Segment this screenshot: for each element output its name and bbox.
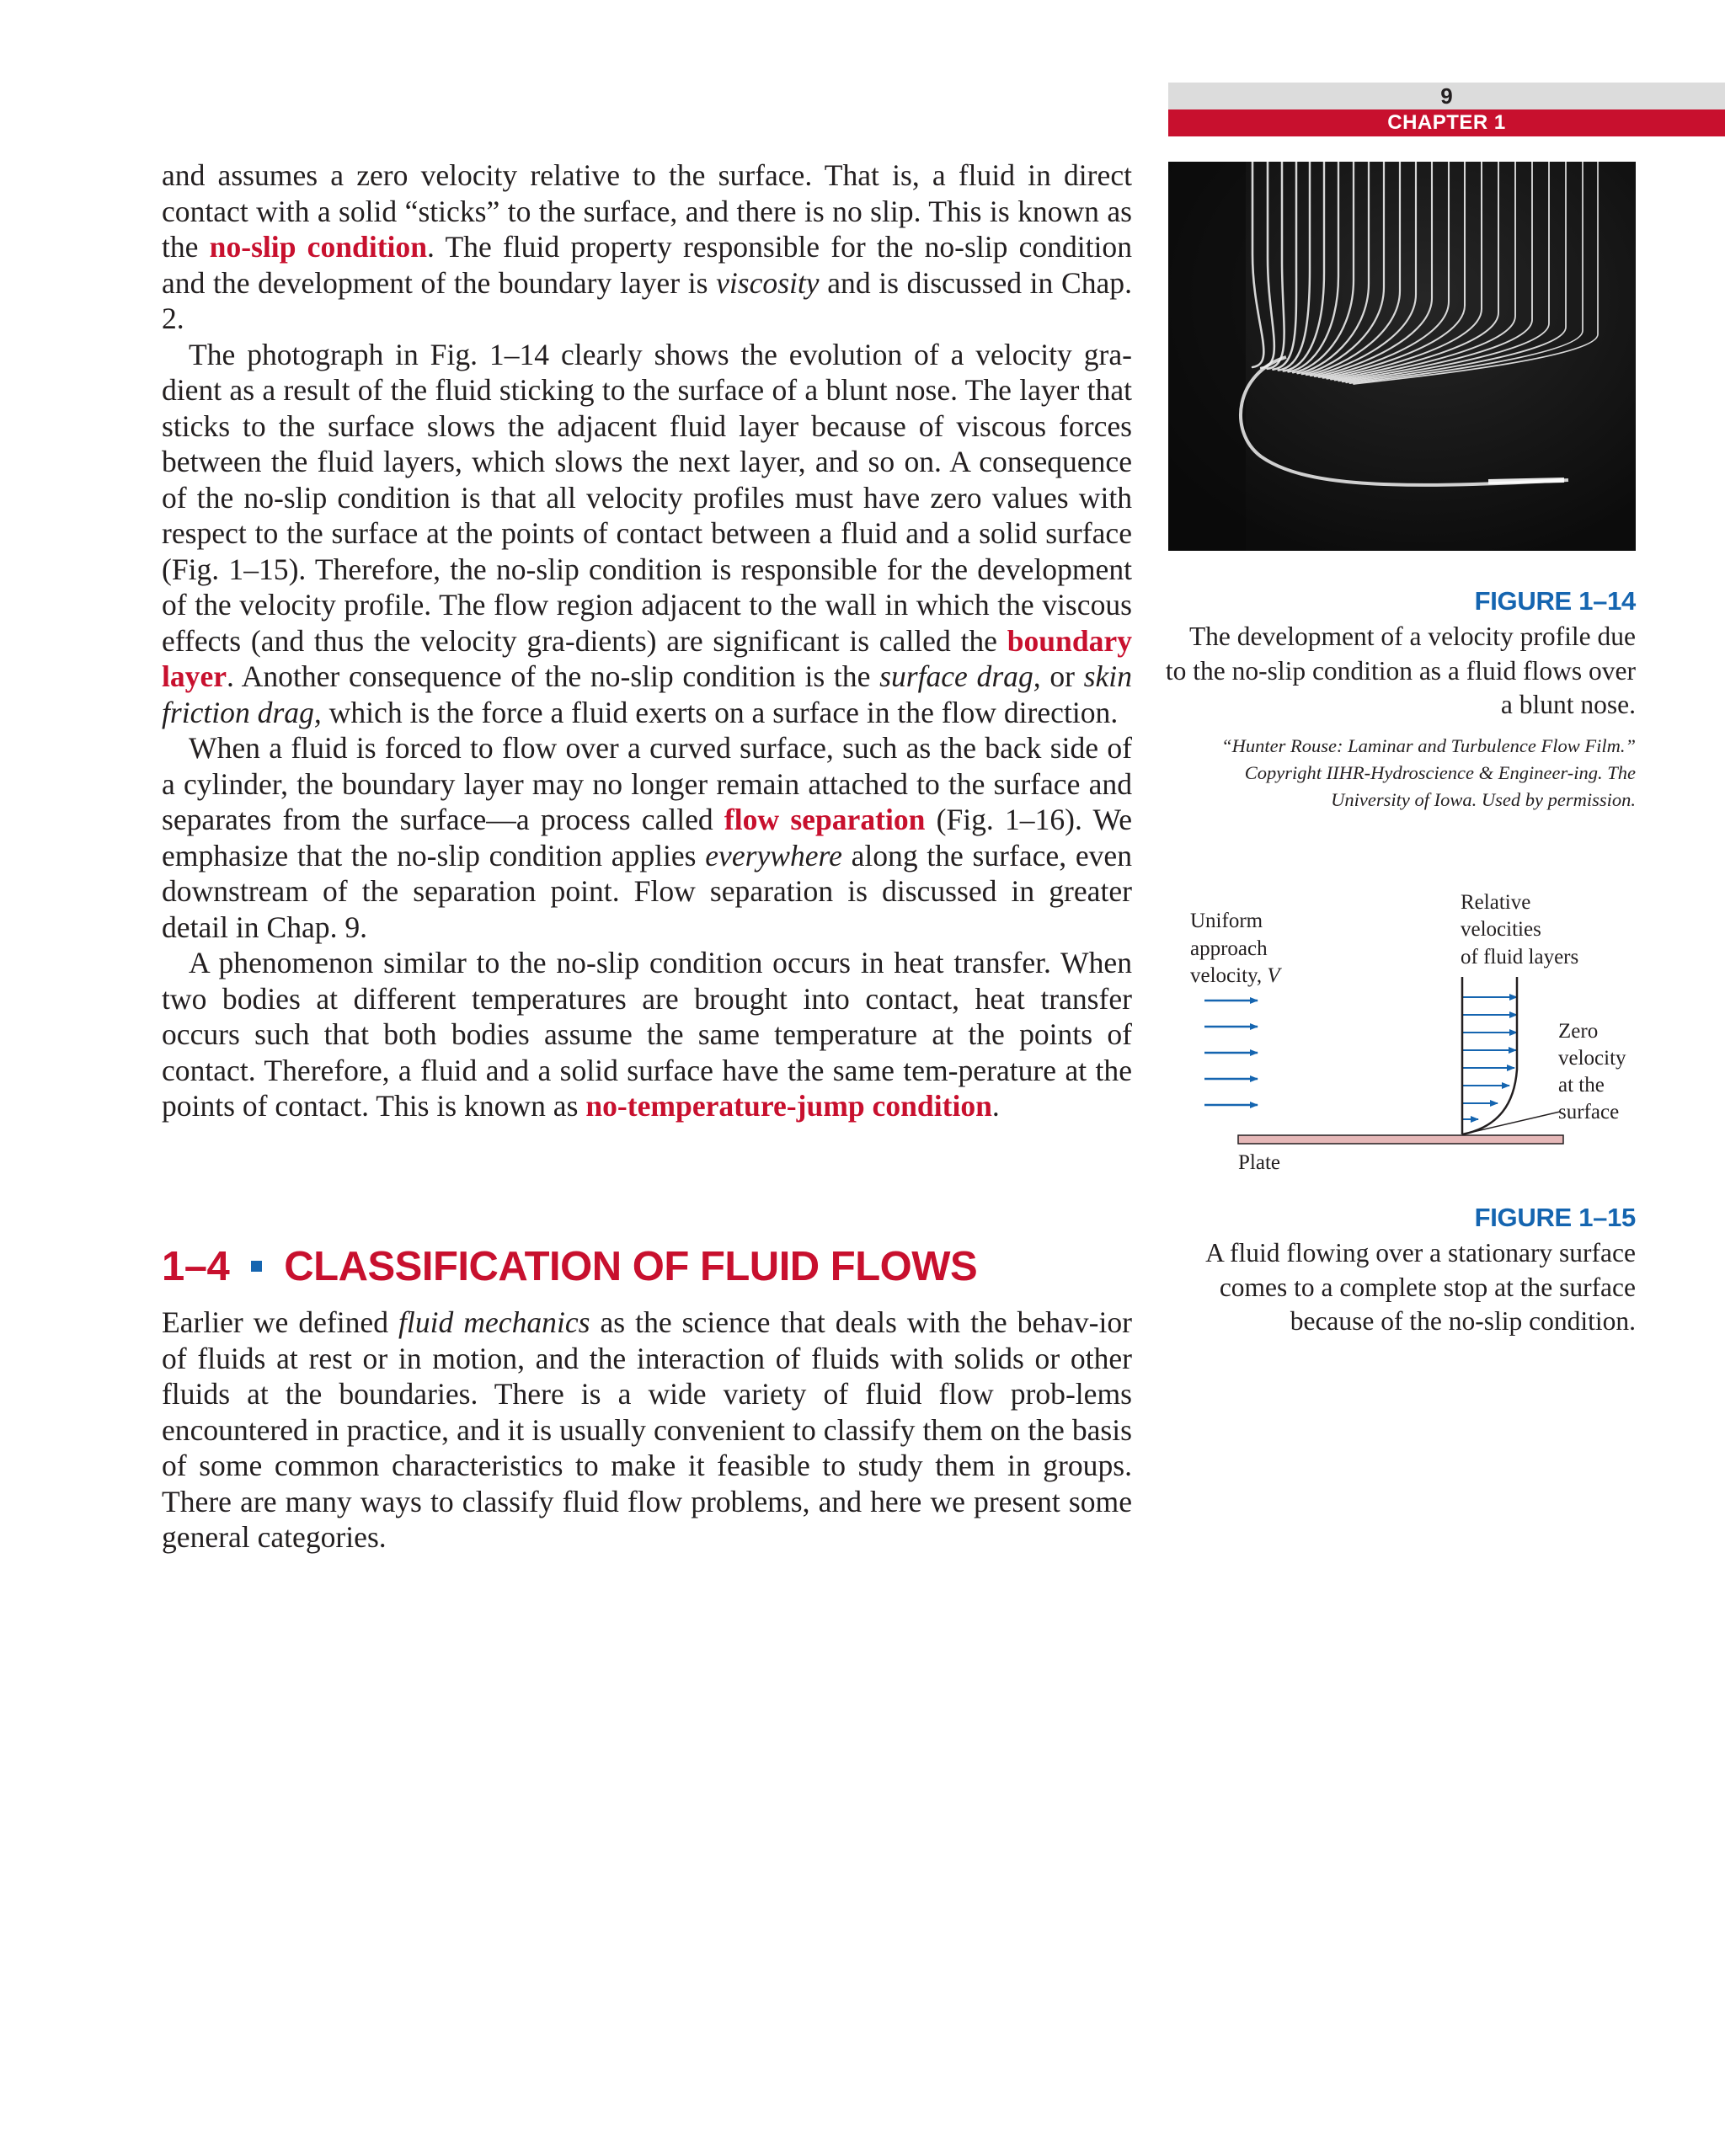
approach-label-text: velocity,	[1190, 964, 1268, 987]
body-text	[162, 157, 1132, 1124]
relative-label-line2: velocities	[1461, 918, 1541, 941]
approach-label-line3	[1190, 964, 1282, 987]
keyword-no-slip-condition: no-slip condition	[209, 230, 428, 264]
emphasis-everywhere: everywhere	[705, 838, 842, 873]
flow-visualization-image	[1168, 162, 1636, 551]
approach-label-line2: approach	[1190, 937, 1268, 960]
zero-label-line1: Zero	[1558, 1020, 1599, 1043]
text: and is discussed in Chap. 2.	[162, 265, 1132, 335]
text: .	[991, 1089, 1000, 1123]
figure-1-15-label: FIGURE 1–15	[1474, 1203, 1636, 1232]
paragraph-classification	[162, 1305, 1132, 1556]
section-number: 1–4	[162, 1244, 230, 1289]
paragraph-flow-separation	[162, 730, 1132, 945]
square-bullet-icon	[251, 1261, 262, 1272]
velocity-profile-curve	[1462, 977, 1517, 1134]
text: which is the force a fluid exerts on a surface in the flow direction.	[321, 695, 1119, 729]
text: and assumes a zero velocity relative to the surface. That is, a fluid in direct contact with a solid “sticks” to the surface, and there is no slip. This is known as the	[162, 158, 1132, 264]
text: Earlier we defined	[162, 1305, 399, 1339]
plate-label: Plate	[1238, 1151, 1280, 1174]
plate	[1238, 1135, 1563, 1144]
section-title: CLASSIFICATION OF FLUID FLOWS	[284, 1244, 978, 1289]
velocity-symbol: V	[1267, 964, 1280, 987]
text: . The fluid property responsible for the no-​slip condition and the development of the boundary layer is	[162, 230, 1132, 300]
keyword-no-temperature-jump: no-temperature-jump condition	[585, 1089, 992, 1123]
zero-label-line4: surface	[1558, 1101, 1620, 1123]
zero-label-line2: velocity	[1558, 1047, 1626, 1070]
relative-label-line3: of fluid layers	[1461, 946, 1579, 969]
paragraph-heat-transfer	[162, 945, 1132, 1124]
section-body-text	[162, 1305, 1132, 1556]
text: . Another consequence of the no-slip condition is the	[227, 659, 880, 693]
text: or	[1040, 659, 1084, 693]
chapter-label: CHAPTER 1	[1168, 109, 1725, 136]
leader-line	[1462, 1112, 1560, 1134]
figure-1-14-credit: “Hunter Rouse: Laminar and Turbulence Flow Film.” Copyright IIHR-Hydroscience & Engineer-​ing. The University of Iowa. Used by permission.	[1221, 735, 1636, 810]
text: (Fig. 1–16). We emphasize that the no-slip condition applies	[162, 803, 1132, 873]
relative-label-line1: Relative	[1461, 891, 1531, 914]
section-heading	[162, 1241, 1139, 1292]
page-number: 9	[1168, 83, 1725, 109]
paragraph-no-slip	[162, 157, 1132, 337]
emphasis-viscosity: viscosity	[716, 265, 820, 300]
figure-1-15-caption: A fluid flowing over a stationary surface comes to a complete stop at the surface because of the no-slip condition.	[1205, 1238, 1636, 1336]
figure-1-14-label: FIGURE 1–14	[1474, 586, 1636, 616]
keyword-boundary-layer: boundary layer	[162, 623, 1132, 693]
uniform-velocity-arrows	[1204, 1001, 1258, 1105]
text: as the science that deals with the behav-​ior of fluids at rest or in motion, and the interaction of fluids with solids or other fluids at the boundaries. There is a wide variety of fluid flow prob-​lems encountered in practice, and it is usually convenient to classify them on the basis of some common characteristics to make it feasible to study them in groups. There are many ways to classify fluid flow problems, and here we present some general categories.	[162, 1305, 1132, 1554]
velocity-profile-diagram	[1179, 876, 1651, 1179]
emphasis-skin-friction-drag: skin friction drag,	[162, 659, 1132, 729]
text: The photograph in Fig. 1–14 clearly shows the evolution of a velocity gra-​dient as a result of the fluid sticking to the surface of a blunt nose. The layer that sticks to the surface slows the adjacent fluid layer because of viscous forces between the fluid layers, which slows the next layer, and so on. A consequence of the no-slip condition is that all velocity profiles must have zero values with respect to the surface at the points of contact between a fluid and a solid surface (Fig. 1–15). Therefore, the no-slip condition is responsible for the development of the velocity profile. The flow region adjacent to the wall in which the viscous effects (and thus the velocity gra-​dients) are significant is called the	[162, 337, 1132, 658]
text: along the surface, even downstream of the separation point. Flow separation is discussed in greater detail in Chap. 9.	[162, 838, 1132, 944]
text: A phenomenon similar to the no-slip condition occurs in heat transfer. When two bodies at different temperatures are brought into contact, heat transfer occurs such that both bodies assume the same temperature at the points of contact. Therefore, a fluid and a solid surface have the same tem-​perature at the points of contact. This is known as	[162, 946, 1132, 1123]
keyword-flow-separation: flow separation	[724, 803, 926, 836]
paragraph-boundary-layer	[162, 337, 1132, 731]
figure-1-14-caption: The development of a velocity profile due to the no-slip condition as a fluid flows over a blunt nose.	[1165, 622, 1636, 719]
emphasis-surface-drag: surface drag,	[879, 659, 1041, 693]
emphasis-fluid-mechanics: fluid mechanics	[398, 1305, 590, 1339]
text: When a fluid is forced to flow over a curved surface, such as the back side of a cylinder, the boundary layer may no longer remain attached to the surface and separates from the surface—a process called	[162, 731, 1132, 836]
approach-label-line1: Uniform	[1190, 910, 1263, 932]
zero-label-line3: at the	[1558, 1074, 1605, 1097]
blunt-nose-flow-photo	[1168, 162, 1636, 551]
